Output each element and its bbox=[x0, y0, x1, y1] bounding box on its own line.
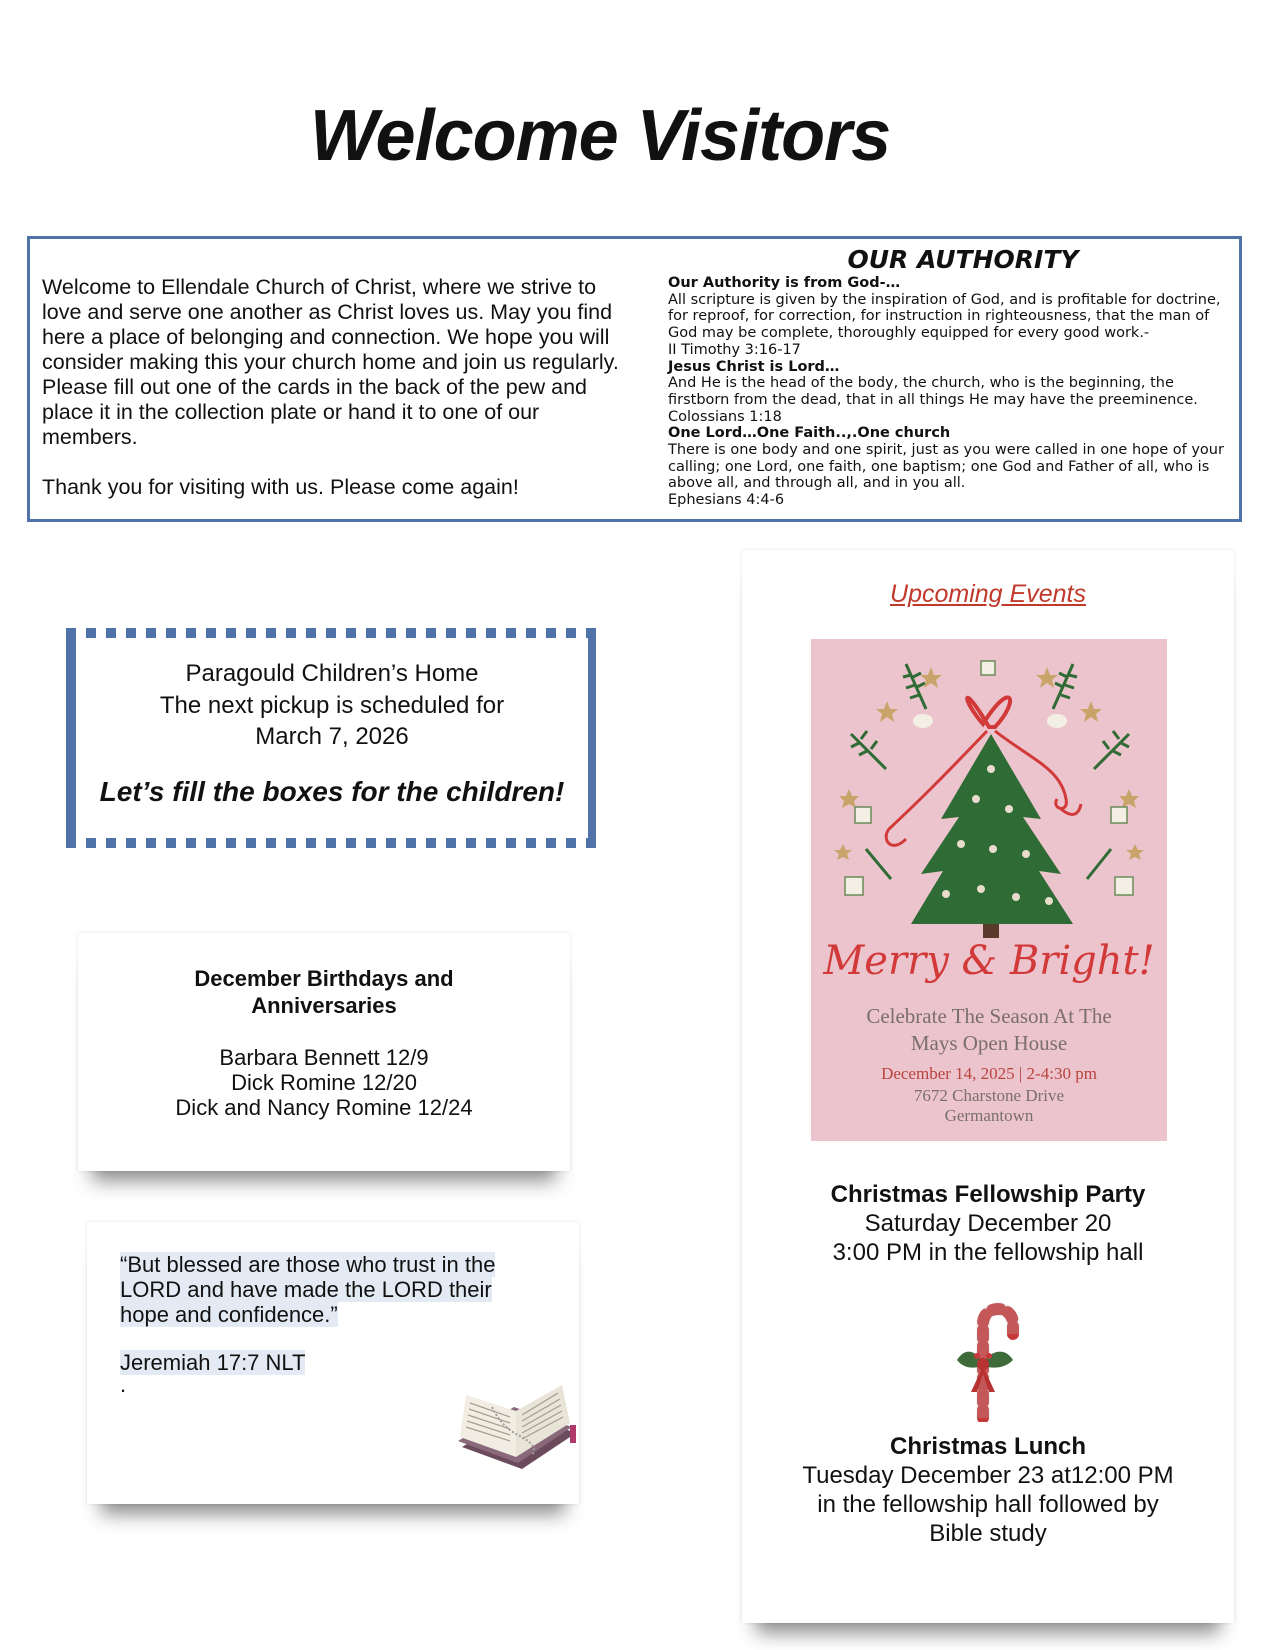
birthdays-title-line: December Birthdays and bbox=[194, 966, 454, 991]
welcome-box bbox=[27, 236, 1242, 522]
flyer-date: December 14, 2025 | 2-4:30 pm bbox=[881, 1064, 1097, 1083]
authority-reference: Colossians 1:18 bbox=[668, 408, 782, 425]
christmas-lunch-event bbox=[742, 1432, 1234, 1548]
authority-reference: Ephesians 4:4-6 bbox=[668, 492, 785, 509]
event-time: 3:00 PM in the fellowship hall bbox=[832, 1239, 1144, 1266]
event-title: Christmas Lunch bbox=[889, 1433, 1087, 1460]
pickup-date: March 7, 2026 bbox=[255, 723, 409, 750]
event-detail: Bible study bbox=[929, 1520, 1047, 1547]
authority-section bbox=[668, 245, 1238, 509]
authority-reference: II Timothy 3:16-17 bbox=[668, 341, 801, 358]
page-title: Welcome Visitors bbox=[309, 96, 891, 176]
verse-dot: . bbox=[120, 1372, 127, 1397]
list-item: Dick and Nancy Romine 12/24 bbox=[175, 1095, 473, 1120]
birthdays-title bbox=[78, 965, 570, 1019]
authority-text: All scripture is given by the inspiration of God, and is profitable for doctrine, for reproof, for correction, for instruction in righteousness, that the man of God may be complete, thoroughly equipped for every good work.- bbox=[668, 291, 1221, 342]
christmas-tree-icon bbox=[811, 639, 1167, 1141]
verse-line: LORD and have made the LORD their bbox=[120, 1277, 492, 1302]
verse-card bbox=[87, 1222, 579, 1504]
fellowship-party-event bbox=[742, 1180, 1234, 1267]
event-title: Christmas Fellowship Party bbox=[830, 1181, 1146, 1208]
pickup-organization: Paragould Children’s Home bbox=[185, 660, 479, 687]
birthdays-list bbox=[78, 1045, 570, 1120]
event-date: Saturday December 20 bbox=[864, 1210, 1112, 1237]
authority-heading: Jesus Christ is Lord… bbox=[668, 358, 840, 375]
event-detail: in the fellowship hall followed by bbox=[817, 1491, 1159, 1518]
open-house-flyer bbox=[811, 639, 1167, 1141]
birthdays-card bbox=[78, 933, 570, 1171]
pickup-schedule-text: The next pickup is scheduled for bbox=[159, 691, 505, 719]
welcome-paragraph: Welcome to Ellendale Church of Christ, where we strive to love and serve one another as Christ loves us. May you find here a place of belonging and connection. We hope you will consider making this your church home and join us regularly. Please fill out one of the cards in the back of the pew and place it in the collection plate or hand it to one of our members. bbox=[42, 275, 619, 449]
pickup-details bbox=[76, 658, 588, 753]
authority-heading: One Lord…One Faith..,.One church bbox=[668, 425, 951, 442]
list-item: Barbara Bennett 12/9 bbox=[219, 1045, 429, 1070]
flyer-script-text: Merry & Bright! bbox=[823, 938, 1155, 984]
flyer-line: Mays Open House bbox=[910, 1031, 1068, 1055]
open-bible-icon bbox=[452, 1377, 582, 1477]
verse-line: “But blessed are those who trust in the bbox=[120, 1252, 496, 1277]
authority-text: And He is the head of the body, the church, who is the beginning, the firstborn from the dead, that in all things He may have the preeminence. bbox=[668, 375, 1198, 408]
upcoming-events-card bbox=[742, 550, 1234, 1623]
authority-text: There is one body and one spirit, just as you were called in one hope of your calling; one Lord, one faith, one baptism; one God and Father of all, who is above all, and through all, and in you all. bbox=[668, 442, 1224, 492]
flyer-line: Celebrate The Season At The bbox=[866, 1004, 1112, 1028]
events-title: Upcoming Events bbox=[890, 580, 1086, 608]
thank-you-paragraph: Thank you for visiting with us. Please come again! bbox=[42, 475, 519, 499]
authority-title: OUR AUTHORITY bbox=[847, 245, 1079, 274]
childrens-home-pickup-box bbox=[66, 628, 598, 848]
candy-cane-icon bbox=[947, 1294, 1027, 1422]
verse-quote bbox=[120, 1252, 550, 1327]
authority-heading: Our Authority is from God-… bbox=[668, 275, 901, 291]
pickup-call-to-action: Let’s fill the boxes for the children! bbox=[99, 776, 565, 807]
flyer-address: 7672 Charstone Drive bbox=[913, 1086, 1065, 1105]
flyer-city: Germantown bbox=[944, 1106, 1034, 1125]
birthdays-title-line: Anniversaries bbox=[251, 993, 397, 1018]
verse-line: hope and confidence.” bbox=[120, 1302, 338, 1327]
verse-reference: Jeremiah 17:7 NLT bbox=[120, 1350, 306, 1375]
list-item: Dick Romine 12/20 bbox=[231, 1070, 417, 1095]
event-detail: Tuesday December 23 at12:00 PM bbox=[802, 1462, 1174, 1489]
welcome-text bbox=[42, 275, 632, 525]
